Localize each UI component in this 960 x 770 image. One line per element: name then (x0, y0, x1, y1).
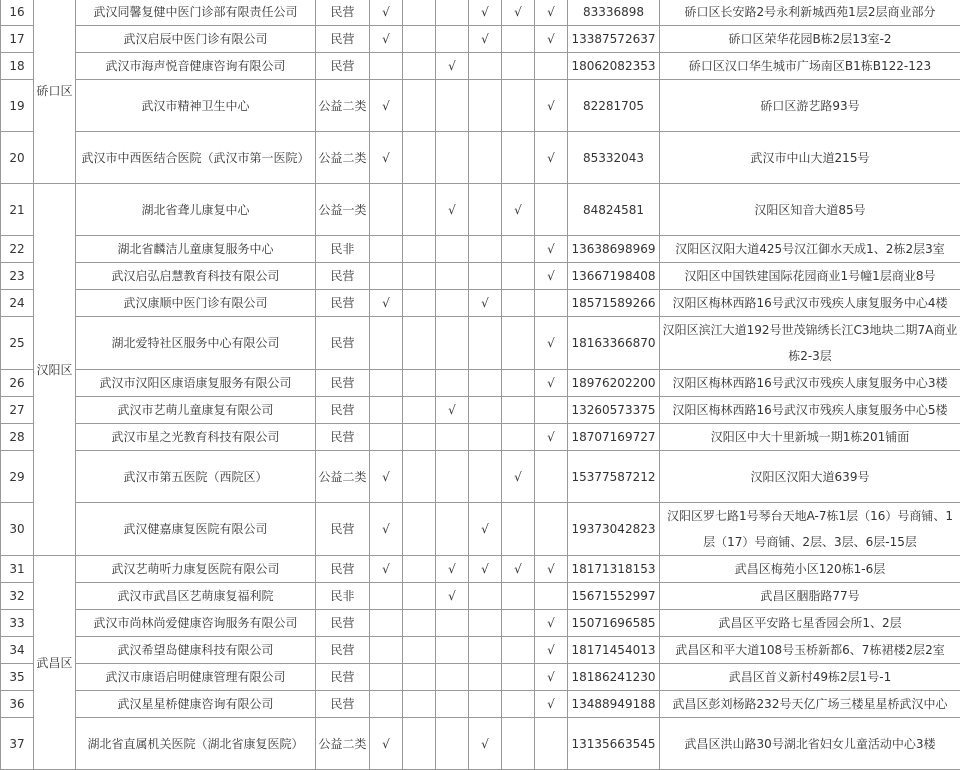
check-cell: √ (370, 132, 403, 184)
institution-type: 民营 (316, 0, 370, 26)
check-cell (403, 132, 436, 184)
phone-number: 13667198408 (568, 263, 660, 290)
check-cell: √ (535, 132, 568, 184)
phone-number: 18571589266 (568, 290, 660, 317)
institution-type: 公益一类 (316, 184, 370, 236)
address: 硚口区游艺路93号 (660, 80, 960, 132)
check-cell (436, 370, 469, 397)
check-cell: √ (535, 0, 568, 26)
check-cell (403, 583, 436, 610)
row-number: 21 (1, 184, 34, 236)
check-cell (469, 691, 502, 718)
check-cell: √ (370, 556, 403, 583)
check-cell (370, 53, 403, 80)
institution-name: 武汉艺萌听力康复医院有限公司 (76, 556, 316, 583)
check-cell (403, 718, 436, 770)
check-cell (535, 53, 568, 80)
row-number: 29 (1, 451, 34, 503)
table-row (1, 370, 960, 397)
institution-type: 民非 (316, 236, 370, 263)
check-cell (436, 664, 469, 691)
check-cell (502, 424, 535, 451)
check-cell (370, 637, 403, 664)
check-cell: √ (469, 718, 502, 770)
check-cell (403, 80, 436, 132)
check-cell (469, 397, 502, 424)
phone-number: 18186241230 (568, 664, 660, 691)
row-number: 19 (1, 80, 34, 132)
institution-name: 武汉市汉阳区康语康复服务有限公司 (76, 370, 316, 397)
institution-type: 公益二类 (316, 718, 370, 770)
phone-number: 18707169727 (568, 424, 660, 451)
check-cell (403, 26, 436, 53)
check-cell (469, 263, 502, 290)
check-cell: √ (370, 503, 403, 556)
address: 硚口区汉口华生城市广场南区B1栋B122-123 (660, 53, 960, 80)
check-cell (436, 236, 469, 263)
check-cell (502, 236, 535, 263)
address: 汉阳区罗七路1号琴台天地A-7栋1层（16）号商铺、1层（17）号商铺、2层、3层、6层-15层 (660, 503, 960, 556)
table-row (1, 424, 960, 451)
phone-number: 15071696585 (568, 610, 660, 637)
check-cell: √ (502, 451, 535, 503)
institution-type: 民营 (316, 637, 370, 664)
check-cell: √ (535, 263, 568, 290)
row-number: 17 (1, 26, 34, 53)
table-row (1, 503, 960, 556)
address: 汉阳区梅林西路16号武汉市残疾人康复服务中心5楼 (660, 397, 960, 424)
check-cell (436, 317, 469, 370)
check-cell (469, 132, 502, 184)
address: 汉阳区滨江大道192号世茂锦绣长江C3地块二期7A商业栋2-3层 (660, 317, 960, 370)
check-cell (436, 290, 469, 317)
phone-number: 19373042823 (568, 503, 660, 556)
check-cell: √ (469, 0, 502, 26)
row-number: 16 (1, 0, 34, 26)
row-number: 20 (1, 132, 34, 184)
institution-name: 武汉市第五医院（西院区） (76, 451, 316, 503)
check-cell: √ (469, 290, 502, 317)
table-row (1, 263, 960, 290)
address: 汉阳区中大十里新城一期1栋201铺面 (660, 424, 960, 451)
institution-name: 武汉市星之光教育科技有限公司 (76, 424, 316, 451)
phone-number: 13387572637 (568, 26, 660, 53)
institution-name: 武汉市艺萌儿童康复有限公司 (76, 397, 316, 424)
check-cell (403, 664, 436, 691)
check-cell (370, 184, 403, 236)
check-cell: √ (535, 80, 568, 132)
check-cell (436, 424, 469, 451)
address: 武昌区洪山路30号湖北省妇女儿童活动中心3楼 (660, 718, 960, 770)
row-number: 28 (1, 424, 34, 451)
institution-type: 民营 (316, 397, 370, 424)
institution-name: 武汉市康语启明健康管理有限公司 (76, 664, 316, 691)
check-cell (403, 317, 436, 370)
phone-number: 13638698969 (568, 236, 660, 263)
institution-type: 民营 (316, 691, 370, 718)
check-cell (502, 317, 535, 370)
address: 武昌区平安路七星香园会所1、2层 (660, 610, 960, 637)
address: 汉阳区梅林西路16号武汉市残疾人康复服务中心3楼 (660, 370, 960, 397)
check-cell (436, 80, 469, 132)
check-cell (502, 718, 535, 770)
check-cell (469, 610, 502, 637)
phone-number: 13135663545 (568, 718, 660, 770)
phone-number: 18171454013 (568, 637, 660, 664)
institution-type: 民营 (316, 503, 370, 556)
check-cell (535, 718, 568, 770)
institution-type: 民营 (316, 370, 370, 397)
table-row (1, 53, 960, 80)
check-cell: √ (535, 610, 568, 637)
check-cell (436, 26, 469, 53)
district-cell: 硚口区 (34, 0, 76, 184)
address: 汉阳区中国铁建国际花园商业1号幢1层商业8号 (660, 263, 960, 290)
check-cell: √ (370, 451, 403, 503)
row-number: 31 (1, 556, 34, 583)
check-cell (502, 664, 535, 691)
phone-number: 15377587212 (568, 451, 660, 503)
check-cell: √ (535, 637, 568, 664)
check-cell (403, 263, 436, 290)
check-cell: √ (535, 26, 568, 53)
check-cell (469, 236, 502, 263)
check-cell (469, 583, 502, 610)
check-cell (403, 424, 436, 451)
check-cell (502, 503, 535, 556)
check-cell: √ (535, 317, 568, 370)
check-cell (436, 503, 469, 556)
check-cell (469, 664, 502, 691)
check-cell (370, 263, 403, 290)
check-cell: √ (469, 503, 502, 556)
institution-name: 武汉市武昌区艺萌康复福利院 (76, 583, 316, 610)
table-row (1, 236, 960, 263)
table-row (1, 184, 960, 236)
address: 汉阳区汉阳大道425号汉江御水天成1、2栋2层3室 (660, 236, 960, 263)
check-cell: √ (535, 370, 568, 397)
check-cell (502, 583, 535, 610)
institution-name: 武汉健嘉康复医院有限公司 (76, 503, 316, 556)
table-row (1, 451, 960, 503)
table-row (1, 317, 960, 370)
row-number: 37 (1, 718, 34, 770)
address: 武昌区首义新村49栋2层1号-1 (660, 664, 960, 691)
check-cell (502, 132, 535, 184)
check-cell (370, 424, 403, 451)
institution-name: 湖北省直属机关医院（湖北省康复医院） (76, 718, 316, 770)
check-cell (502, 637, 535, 664)
check-cell (469, 370, 502, 397)
check-cell: √ (436, 397, 469, 424)
institution-name: 武汉同馨复健中医门诊部有限责任公司 (76, 0, 316, 26)
check-cell (469, 53, 502, 80)
institution-type: 公益二类 (316, 80, 370, 132)
institution-type: 公益二类 (316, 132, 370, 184)
check-cell: √ (370, 0, 403, 26)
row-number: 18 (1, 53, 34, 80)
check-cell: √ (535, 424, 568, 451)
check-cell (535, 397, 568, 424)
row-number: 25 (1, 317, 34, 370)
check-cell (370, 317, 403, 370)
phone-number: 18171318153 (568, 556, 660, 583)
check-cell (502, 370, 535, 397)
row-number: 33 (1, 610, 34, 637)
table-row (1, 80, 960, 132)
check-cell (403, 637, 436, 664)
institution-name: 湖北省麟洁儿童康复服务中心 (76, 236, 316, 263)
check-cell (436, 0, 469, 26)
check-cell: √ (535, 556, 568, 583)
phone-number: 82281705 (568, 80, 660, 132)
phone-number: 83336898 (568, 0, 660, 26)
table-row (1, 637, 960, 664)
check-cell: √ (502, 0, 535, 26)
check-cell (469, 451, 502, 503)
row-number: 22 (1, 236, 34, 263)
table-row (1, 290, 960, 317)
phone-number: 18062082353 (568, 53, 660, 80)
table-row (1, 583, 960, 610)
check-cell (469, 184, 502, 236)
check-cell (436, 132, 469, 184)
institution-name: 武汉市精神卫生中心 (76, 80, 316, 132)
address: 硚口区荣华花园B栋2层13室-2 (660, 26, 960, 53)
check-cell (436, 263, 469, 290)
check-cell (535, 503, 568, 556)
row-number: 23 (1, 263, 34, 290)
check-cell (403, 370, 436, 397)
institution-name: 湖北省聋儿康复中心 (76, 184, 316, 236)
check-cell (502, 263, 535, 290)
check-cell (403, 691, 436, 718)
institution-type: 民营 (316, 317, 370, 370)
institution-type: 民营 (316, 610, 370, 637)
check-cell: √ (469, 556, 502, 583)
institution-type: 民营 (316, 556, 370, 583)
table-row (1, 26, 960, 53)
table-row (1, 397, 960, 424)
check-cell (502, 53, 535, 80)
check-cell: √ (535, 691, 568, 718)
check-cell (502, 610, 535, 637)
institution-type: 民营 (316, 664, 370, 691)
district-cell: 汉阳区 (34, 184, 76, 556)
phone-number: 84824581 (568, 184, 660, 236)
check-cell (469, 80, 502, 132)
table-row (1, 556, 960, 583)
phone-number: 18163366870 (568, 317, 660, 370)
check-cell: √ (502, 184, 535, 236)
institution-name: 武汉康顺中医门诊有限公司 (76, 290, 316, 317)
phone-number: 15671552997 (568, 583, 660, 610)
address: 武汉市中山大道215号 (660, 132, 960, 184)
check-cell: √ (370, 80, 403, 132)
check-cell: √ (502, 556, 535, 583)
check-cell: √ (436, 184, 469, 236)
check-cell (403, 556, 436, 583)
check-cell (370, 664, 403, 691)
district-cell: 武昌区 (34, 556, 76, 770)
institution-name: 武汉启弘启慧教育科技有限公司 (76, 263, 316, 290)
row-number: 27 (1, 397, 34, 424)
check-cell (469, 424, 502, 451)
check-cell (436, 691, 469, 718)
address: 汉阳区知音大道85号 (660, 184, 960, 236)
check-cell (403, 610, 436, 637)
institution-type: 民非 (316, 583, 370, 610)
institution-type: 民营 (316, 53, 370, 80)
check-cell (436, 610, 469, 637)
check-cell: √ (436, 583, 469, 610)
table-row (1, 691, 960, 718)
institution-name: 武汉市尚林尚爱健康咨询服务有限公司 (76, 610, 316, 637)
institution-name: 武汉市海声悦音健康咨询有限公司 (76, 53, 316, 80)
phone-number: 18976202200 (568, 370, 660, 397)
check-cell: √ (469, 26, 502, 53)
check-cell (502, 290, 535, 317)
check-cell (502, 26, 535, 53)
check-cell (535, 451, 568, 503)
table-row (1, 718, 960, 770)
phone-number: 13260573375 (568, 397, 660, 424)
table-row (1, 132, 960, 184)
check-cell: √ (370, 718, 403, 770)
check-cell (502, 691, 535, 718)
table-row (1, 0, 960, 26)
check-cell (370, 397, 403, 424)
check-cell: √ (370, 290, 403, 317)
check-cell (403, 503, 436, 556)
check-cell (535, 583, 568, 610)
check-cell (403, 236, 436, 263)
table-row (1, 610, 960, 637)
check-cell (370, 370, 403, 397)
check-cell (502, 80, 535, 132)
row-number: 36 (1, 691, 34, 718)
institution-name: 武汉星星桥健康咨询有限公司 (76, 691, 316, 718)
check-cell (403, 451, 436, 503)
check-cell (535, 184, 568, 236)
check-cell (370, 691, 403, 718)
check-cell (436, 718, 469, 770)
address: 硚口区长安路2号永利新城西苑1层2层商业部分 (660, 0, 960, 26)
institution-type: 民营 (316, 263, 370, 290)
row-number: 35 (1, 664, 34, 691)
row-number: 30 (1, 503, 34, 556)
check-cell (370, 610, 403, 637)
check-cell (403, 184, 436, 236)
check-cell: √ (535, 236, 568, 263)
address: 汉阳区汉阳大道639号 (660, 451, 960, 503)
check-cell (370, 583, 403, 610)
address: 武昌区胭脂路77号 (660, 583, 960, 610)
institution-name: 武汉启辰中医门诊有限公司 (76, 26, 316, 53)
address: 武昌区梅苑小区120栋1-6层 (660, 556, 960, 583)
institution-name: 武汉希望岛健康科技有限公司 (76, 637, 316, 664)
check-cell (403, 397, 436, 424)
row-number: 24 (1, 290, 34, 317)
institution-type: 公益二类 (316, 451, 370, 503)
institution-name: 湖北爱特社区服务中心有限公司 (76, 317, 316, 370)
table-row (1, 664, 960, 691)
check-cell: √ (370, 26, 403, 53)
phone-number: 85332043 (568, 132, 660, 184)
check-cell (370, 236, 403, 263)
row-number: 26 (1, 370, 34, 397)
row-number: 34 (1, 637, 34, 664)
check-cell: √ (436, 53, 469, 80)
check-cell (436, 451, 469, 503)
address: 汉阳区梅林西路16号武汉市残疾人康复服务中心4楼 (660, 290, 960, 317)
institution-type: 民营 (316, 424, 370, 451)
address: 武昌区彭刘杨路232号天亿广场三楼星星桥武汉中心 (660, 691, 960, 718)
check-cell (502, 397, 535, 424)
check-cell: √ (436, 556, 469, 583)
institution-type: 民营 (316, 290, 370, 317)
check-cell (535, 290, 568, 317)
institution-name: 武汉市中西医结合医院（武汉市第一医院） (76, 132, 316, 184)
check-cell (403, 290, 436, 317)
row-number: 32 (1, 583, 34, 610)
phone-number: 13488949188 (568, 691, 660, 718)
check-cell (469, 637, 502, 664)
check-cell (403, 53, 436, 80)
check-cell (469, 317, 502, 370)
check-cell (436, 637, 469, 664)
check-cell: √ (535, 664, 568, 691)
check-cell (403, 0, 436, 26)
institution-type: 民营 (316, 26, 370, 53)
address: 武昌区和平大道108号玉桥新都6、7栋裙楼2层2室 (660, 637, 960, 664)
